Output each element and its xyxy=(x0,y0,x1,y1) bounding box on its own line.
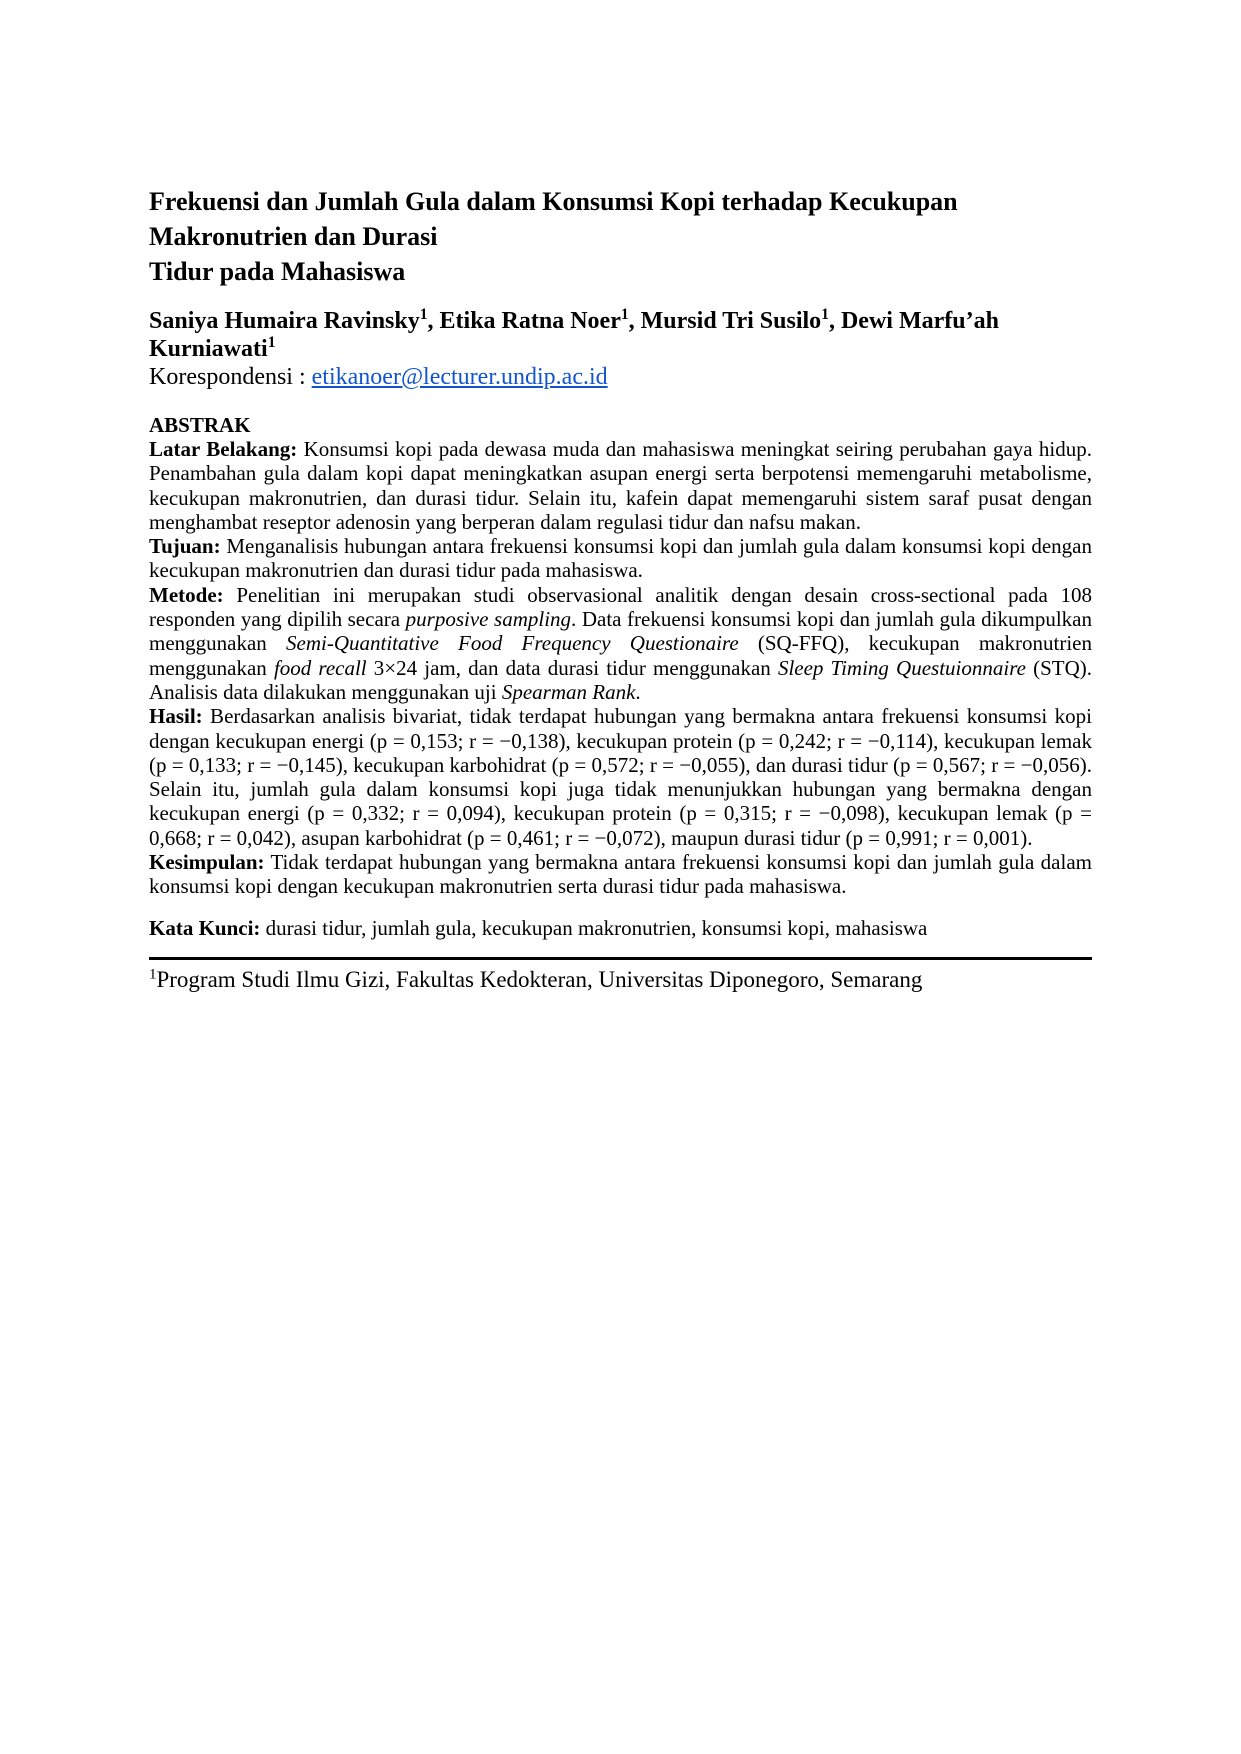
email-link[interactable]: etikanoer@lecturer.undip.ac.id xyxy=(311,364,608,390)
metode-italic-purposive-sampling: purposive sampling xyxy=(405,607,572,632)
metode-text-run: . Data frekuensi konsumsi kopi dan jumlah gula dikumpulkan menggunakan xyxy=(149,607,1093,656)
paragraph-latar-belakang xyxy=(149,437,1092,534)
paragraph-hasil xyxy=(149,704,1092,850)
paper-title-line-1: Frekuensi dan Jumlah Gula dalam Konsumsi Kopi terhadap Kecukupan Makronutrien dan Durasi xyxy=(149,187,958,251)
section-text-hasil: Berdasarkan analisis bivariat, tidak terdapat hubungan yang bermakna antara frekuensi konsumsi kopi dengan kecukupan energi (p = 0,153; r = −0,138), kecukupan protein (p = 0,242; r = −0,114), kecukupan lemak (p = 0,133; r = −0,145), kecukupan karbohidrat (p = 0,572; r = −0,055), dan durasi tidur (p = 0,567; r = −0,056). Selain itu, jumlah gula dalam konsumsi kopi juga tidak menunjukkan hubungan yang bermakna dengan kecukupan energi (p = 0,332; r = 0,094), kecukupan protein (p = 0,315; r = −0,098), kecukupan lemak (p = 0,668; r = 0,042), asupan karbohidrat (p = 0,461; r = −0,072), maupun durasi tidur (p = 0,991; r = 0,001). xyxy=(149,704,1092,850)
abstract-heading: ABSTRAK xyxy=(149,413,251,437)
author-name-4: Dewi Marfu’ah Kurniawati xyxy=(149,308,999,362)
paragraph-tujuan xyxy=(149,534,1092,583)
metode-italic-food-recall: food recall xyxy=(273,655,367,680)
author-name-2: Etika Ratna Noer xyxy=(439,308,621,334)
correspondence-line xyxy=(149,363,1092,391)
paragraph-metode xyxy=(149,583,1092,704)
section-text-tujuan: Menganalisis hubungan antara frekuensi konsumsi kopi dan jumlah gula dalam konsumsi kopi dengan kecukupan makronutrien dan durasi tidur pada mahasiswa. xyxy=(149,534,1092,583)
metode-italic-spearman-rank: Spearman Rank xyxy=(501,679,636,704)
metode-text-run: . xyxy=(635,679,641,704)
paper-title-line-2: Tidur pada Mahasiswa xyxy=(149,257,406,286)
section-label-kesimpulan: Kesimpulan: xyxy=(149,850,265,875)
section-label-tujuan: Tujuan: xyxy=(149,534,221,559)
author-affiliation-sup-1: 1 xyxy=(419,306,428,323)
paragraph-kesimpulan xyxy=(149,850,1092,899)
affiliation-footnote xyxy=(149,966,1092,994)
author-separator: , xyxy=(628,308,641,334)
author-separator: , xyxy=(427,308,440,334)
author-name-3: Mursid Tri Susilo xyxy=(640,308,822,334)
metode-italic-sqffq: Semi-Quantitative Food Frequency Questionaire xyxy=(286,631,739,656)
keywords-line xyxy=(149,916,1092,940)
section-label-hasil: Hasil: xyxy=(149,704,203,729)
metode-text-run: Penelitian ini merupakan studi observasional analitik dengan desain cross-sectional pada 108 responden yang dipilih secara xyxy=(149,582,1092,632)
section-label-latar-belakang: Latar Belakang: xyxy=(149,437,298,461)
author-separator: , xyxy=(828,308,841,334)
section-text-kesimpulan: Tidak terdapat hubungan yang bermakna antara frekuensi konsumsi kopi dan jumlah gula dalam konsumsi kopi dengan kecukupan makronutrien serta durasi tidur pada mahasiswa. xyxy=(149,850,1092,899)
author-affiliation-sup-3: 1 xyxy=(821,306,829,323)
footnote-divider xyxy=(149,957,1092,960)
metode-italic-stq: Sleep Timing Questuionnaire xyxy=(777,655,1026,680)
metode-text-run: (STQ). Analisis data dilakukan menggunakan uji xyxy=(149,655,1092,704)
author-affiliation-sup-4: 1 xyxy=(267,334,276,351)
authors-line xyxy=(149,307,1092,363)
metode-text-run: 3×24 jam, dan data durasi tidur menggunakan xyxy=(366,655,778,680)
correspondence-label: Korespondensi : xyxy=(149,364,312,390)
footnote-text: Program Studi Ilmu Gizi, Fakultas Kedokteran, Universitas Diponegoro, Semarang xyxy=(156,966,923,992)
section-text-latar-belakang: Konsumsi kopi pada dewasa muda dan mahasiswa meningkat seiring perubahan gaya hidup. Penambahan gula dalam kopi dapat meningkatkan asupan energi serta berpotensi memengaruhi metabolisme, kecukupan makronutrien, dan durasi tidur. Selain itu, kafein dapat memengaruhi sistem saraf pusat dengan menghambat reseptor adenosin yang berperan dalam regulasi tidur dan nafsu makan. xyxy=(149,437,1092,534)
footnote-sup: 1 xyxy=(149,965,157,982)
section-label-metode: Metode: xyxy=(149,582,224,607)
keywords-text: durasi tidur, jumlah gula, kecukupan makronutrien, konsumsi kopi, mahasiswa xyxy=(260,915,928,940)
metode-text-run: (SQ-FFQ), kecukupan makronutrien menggunakan xyxy=(149,631,1092,680)
paper-title xyxy=(149,184,1092,289)
keywords-label: Kata Kunci: xyxy=(149,915,261,940)
page-content xyxy=(149,0,1092,994)
author-affiliation-sup-2: 1 xyxy=(620,306,629,323)
author-name-1: Saniya Humaira Ravinsky xyxy=(149,308,420,334)
